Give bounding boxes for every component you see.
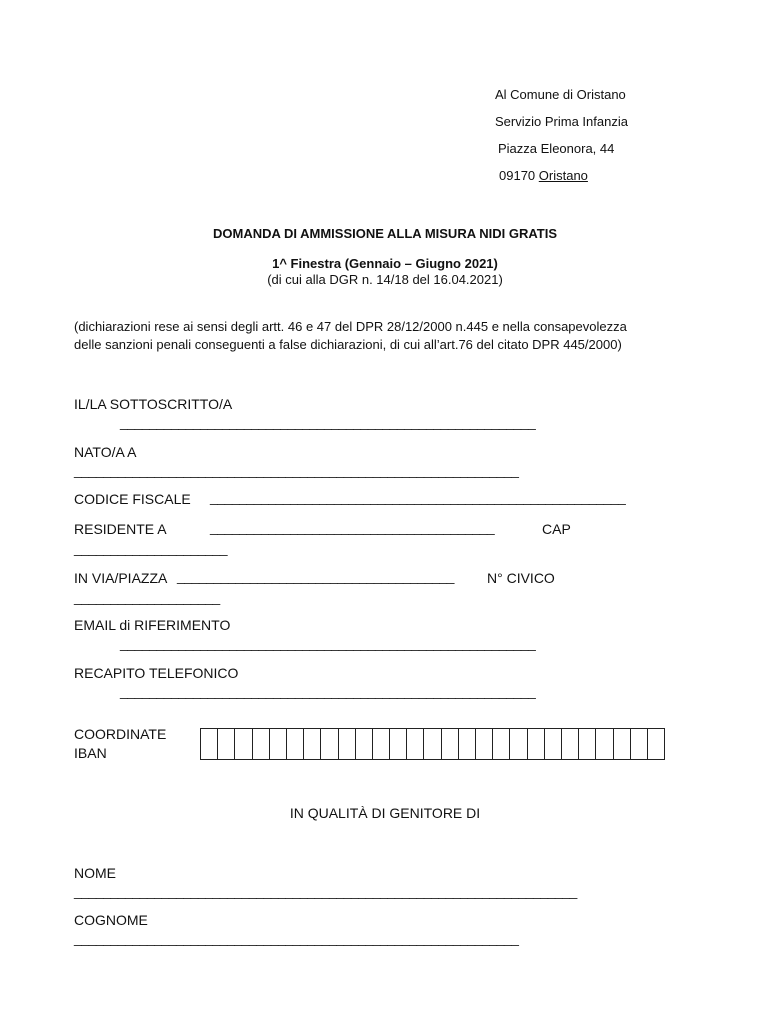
blank-via[interactable]: ______________________________________ (177, 568, 454, 584)
label-iban-line-1: COORDINATE (74, 726, 167, 742)
iban-cell[interactable] (201, 728, 218, 760)
label-nato: NATO/A A (74, 444, 137, 460)
label-residente: RESIDENTE A (74, 521, 167, 537)
iban-cell[interactable] (424, 728, 441, 760)
iban-cell[interactable] (287, 728, 304, 760)
declaration-line-1: (dichiarazioni rese ai sensi degli artt. 46 e 47 del DPR 28/12/2000 n.445 e nella consapevolezza (74, 319, 627, 334)
iban-cell[interactable] (339, 728, 356, 760)
declaration-line-2: delle sanzioni penali conseguenti a false dichiarazioni, di cui all’art.76 del citato DPR 445/2000) (74, 337, 622, 352)
iban-cell[interactable] (235, 728, 252, 760)
iban-cell[interactable] (562, 728, 579, 760)
iban-cell[interactable] (545, 728, 562, 760)
iban-cell[interactable] (321, 728, 338, 760)
iban-cell[interactable] (304, 728, 321, 760)
blank-residente[interactable]: _______________________________________ (210, 519, 495, 535)
recipient-city: Oristano (538, 168, 588, 183)
section-parent-of: IN QUALITÀ DI GENITORE DI (289, 805, 481, 821)
application-window: 1^ Finestra (Gennaio – Giugno 2021) (272, 256, 498, 271)
iban-cell[interactable] (459, 728, 476, 760)
iban-cell[interactable] (528, 728, 545, 760)
label-iban-line-2: IBAN (74, 745, 107, 761)
iban-cell[interactable] (270, 728, 287, 760)
iban-cell[interactable] (648, 728, 665, 760)
iban-cell[interactable] (218, 728, 235, 760)
label-codice-fiscale: CODICE FISCALE (74, 491, 191, 507)
recipient-line-2: Servizio Prima Infanzia (495, 114, 628, 129)
label-email: EMAIL di RIFERIMENTO (74, 617, 231, 633)
iban-cell[interactable] (356, 728, 373, 760)
iban-cell[interactable] (631, 728, 648, 760)
iban-cell[interactable] (476, 728, 493, 760)
iban-cell[interactable] (390, 728, 407, 760)
iban-cell[interactable] (579, 728, 596, 760)
blank-civico[interactable]: ____________________ (74, 589, 220, 605)
label-telefono: RECAPITO TELEFONICO (74, 665, 239, 681)
iban-cell[interactable] (614, 728, 631, 760)
recipient-city-line (499, 168, 588, 183)
label-cap: CAP (542, 521, 571, 537)
blank-email[interactable]: _________________________________________________________ (120, 635, 536, 651)
blank-nome[interactable]: _____________________________________________________________________ (74, 883, 577, 899)
iban-cell[interactable] (510, 728, 527, 760)
label-sottoscritto: IL/LA SOTTOSCRITTO/A (74, 396, 233, 412)
label-civico: N° CIVICO (487, 570, 555, 586)
label-via: IN VIA/PIAZZA (74, 570, 168, 586)
iban-cell[interactable] (493, 728, 510, 760)
blank-nato[interactable]: _____________________________________________________________ (74, 462, 519, 478)
document-title: DOMANDA DI AMMISSIONE ALLA MISURA NIDI GRATIS (212, 226, 557, 241)
blank-telefono[interactable]: _________________________________________________________ (120, 683, 536, 699)
iban-cell[interactable] (442, 728, 459, 760)
label-cognome: COGNOME (74, 912, 148, 928)
blank-cognome[interactable]: _____________________________________________________________ (74, 930, 519, 946)
blank-codice-fiscale[interactable]: _________________________________________________________ (210, 489, 626, 505)
dgr-reference: (di cui alla DGR n. 14/18 del 16.04.2021) (267, 272, 503, 287)
iban-cell[interactable] (407, 728, 424, 760)
iban-cell[interactable] (373, 728, 390, 760)
recipient-line-3: Piazza Eleonora, 44 (498, 141, 615, 156)
blank-sottoscritto[interactable]: _________________________________________________________ (120, 414, 536, 430)
iban-boxes[interactable] (200, 728, 665, 760)
recipient-line-1: Al Comune di Oristano (495, 87, 626, 102)
iban-cell[interactable] (253, 728, 270, 760)
label-nome: NOME (74, 865, 116, 881)
iban-cell[interactable] (596, 728, 613, 760)
recipient-postcode: 09170 (499, 168, 536, 183)
blank-cap[interactable]: _____________________ (74, 540, 228, 556)
